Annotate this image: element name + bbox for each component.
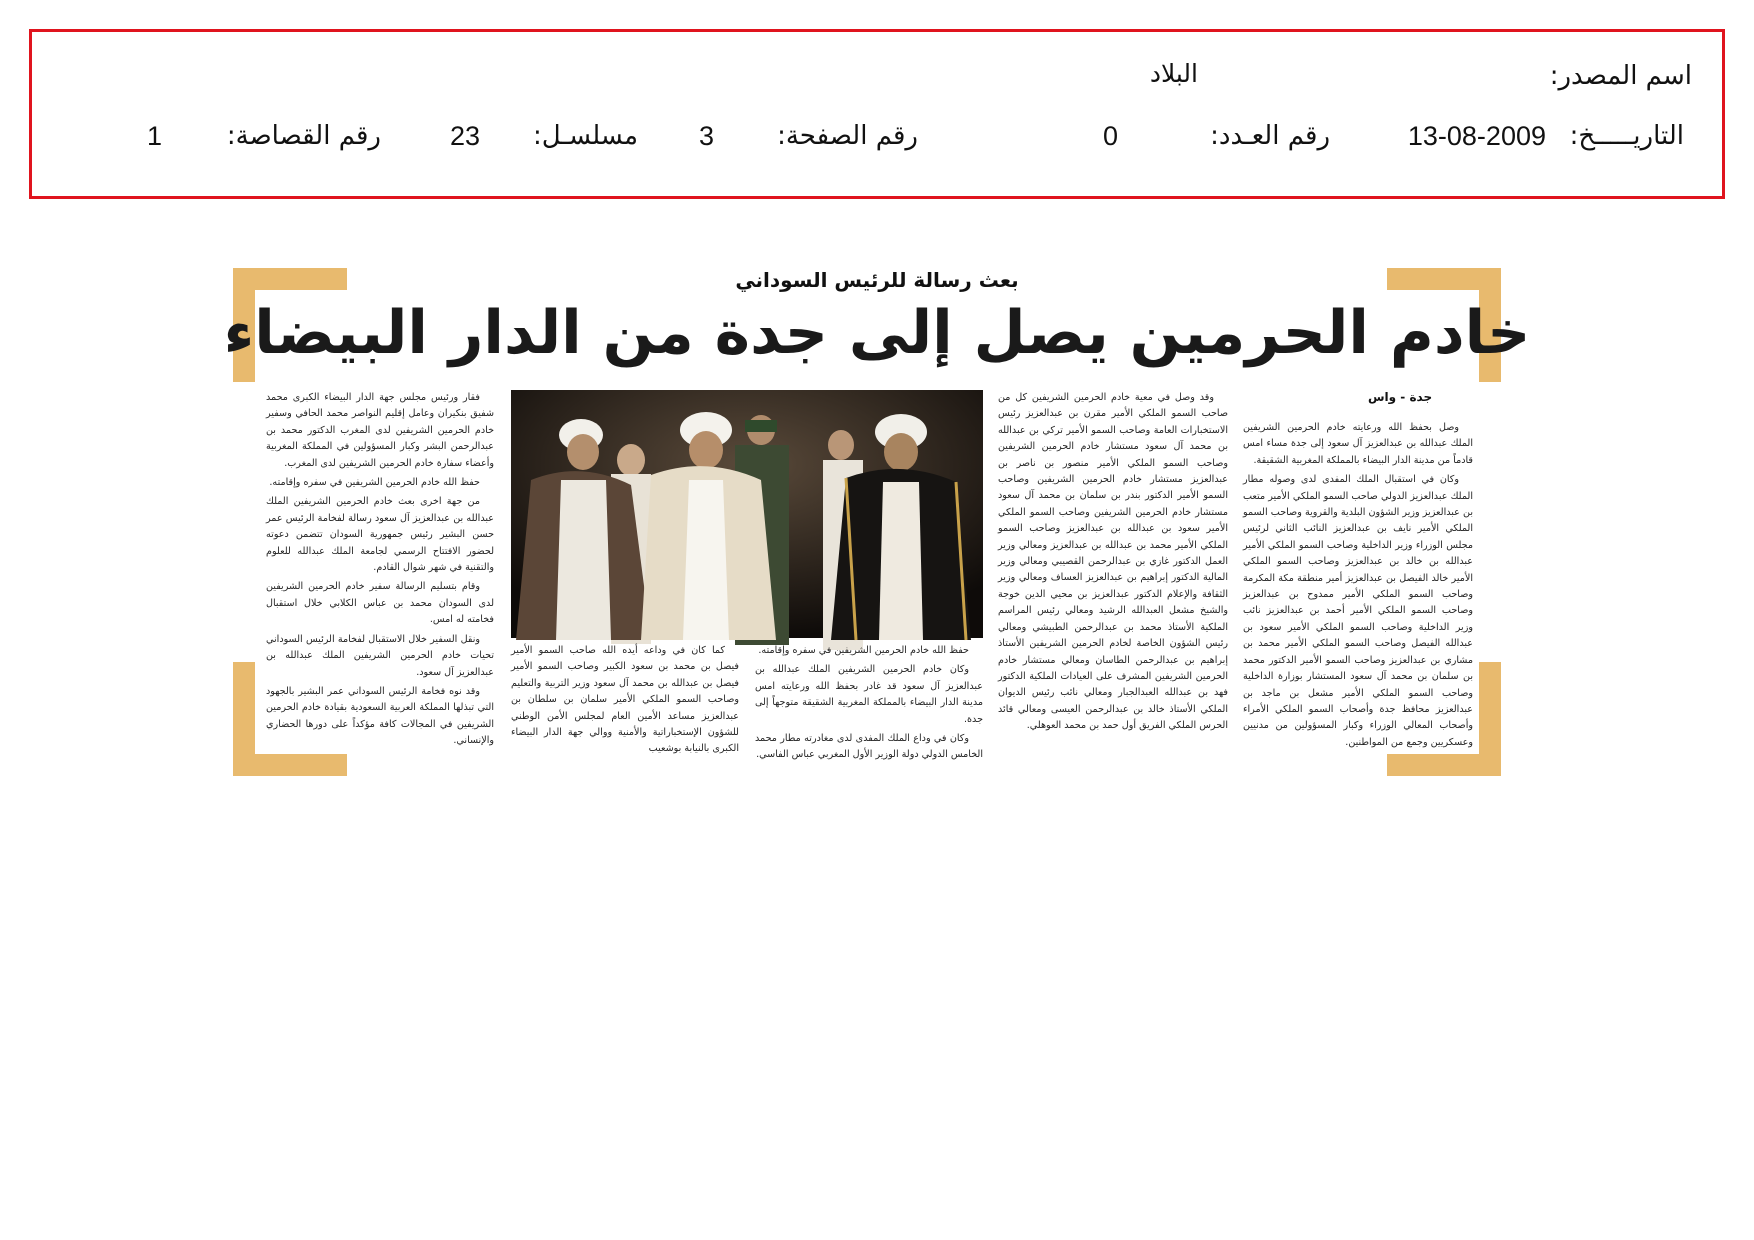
page-label: رقم الصفحة:	[777, 121, 918, 151]
paragraph: حفظ الله خادم الحرمين الشريفين في سفره وإقامته.	[269, 477, 480, 489]
news-photo	[511, 390, 983, 638]
paragraph: من جهة اخرى بعث خادم الحرمين الشريفين الملك عبدالله بن عبدالعزيز آل سعود رسالة لفخامة الرئيس عمر حسن البشير رئيس جمهورية السودان تتضمن دعوته لحضور الافتتاح الرسمي لجامعة الملك عبدالله للعلوم والتقنية في شهر شوال القادم.	[266, 496, 494, 574]
dateline: جدة - واس	[1368, 390, 1433, 404]
article-column-1	[1243, 420, 1473, 748]
paragraph: وقد نوه فخامة الرئيس السوداني عمر البشير بالجهود التي تبذلها المملكة العربية السعودية بقيادة خادم الحرمين الشريفين في المجالات كافة مؤكداً على دورها الحضاري والإنساني.	[266, 685, 494, 747]
paragraph: وصل بحفظ الله ورعايته خادم الحرمين الشريفين الملك عبدالله بن عبدالعزيز آل سعود إلى جدة مساء امس قادماً من مدينة الدار البيضاء بالمملكة المغربية الشقيقة.	[1243, 422, 1473, 466]
clipping-metadata-box	[29, 29, 1725, 199]
paragraph: وقد وصل في معية خادم الحرمين الشريفين كل من صاحب السمو الملكي الأمير مقرن بن عبدالعزيز رئيس الاستخبارات العامة وصاحب السمو الأمير تركي بن عبدالله بن محمد آل سعود مستشار خادم الحرمين الشريفين وصاحب السمو الملكي الأمير منصور بن ناصر بن عبدالعزيز مستشار خادم الحرمين الشريفين وصاحب السمو الأمير الدكتور بندر بن سلمان بن محمد آل سعود مستشار خادم الحرمين الشريفين وصاحب السمو الملكي الأمير سعود بن عبدالله بن عبدالعزيز وصاحب السمو الملكي الأمير محمد بن عبدالله بن عبدالعزيز ومعالي وزير العمل الدكتور غازي بن عبدالرحمن القصيبي ومعالي وزير المالية الدكتور إبراهيم بن عبدالعزيز العساف ومعالي وزير الثقافة والإعلام الدكتور عبدالعزيز بن محيي الدين خوجة والشيخ مشعل العبدالله الرشيد ومعالي رئيس المراسم الملكية الأستاذ محمد بن عبدالرحمن الطبيشي ومعالي رئيس الشؤون الخاصة لخادم الحرمين الشريفين الأستاذ إبراهيم بن عبدالرحمن الطاسان ومعالي مستشار خادم الحرمين الشريفين المشرف على العيادات الملكية الدكتور فهد بن عبدالله العبدالجبار ومعالي نائب رئيس الديوان الملكي الأستاذ خالد بن عبدالرحمن العيسى ومعالي قائد الحرس الملكي الفريق أول حمد بن محمد العوهلي.	[998, 392, 1228, 732]
photo-caption-right	[755, 643, 983, 761]
serial-value: 23	[449, 121, 480, 151]
page-value: 3	[698, 121, 714, 151]
paragraph: وكان في استقبال الملك المفدى لدى وصوله مطار الملك عبدالعزيز الدولي صاحب السمو الملكي الأمير متعب بن عبدالعزيز وزير الشؤون البلدية والقروية وصاحب السمو الملكي الأمير نايف بن عبدالعزيز النائب الثاني لرئيس مجلس الوزراء وزير الداخلية وصاحب السمو الملكي الأمير عبدالله بن خالد بن عبدالعزيز وصاحب السمو الملكي الأمير خالد الفيصل بن عبدالعزيز أمير منطقة مكة المكرمة وصاحب السمو الملكي الأمير ممدوح بن عبدالعزيز وصاحب السمو الملكي الأمير أحمد بن عبدالعزيز نائب وزير الداخلية وصاحب السمو الملكي الأمير سعود بن عبدالله الفيصل وصاحب السمو الملكي الأمير محمد بن مشاري بن عبدالعزيز وصاحب السمو الأمير الدكتور محمد بن سلمان بن محمد آل سعود المستشار بوزارة الداخلية وصاحب السمو الملكي الأمير مشعل بن ماجد بن عبدالعزيز محافظ جدة وأصحاب السمو الملكي الأمراء وأصحاب المعالي الوزراء وكبار المسؤولين من مدنيين وعسكريين وجمع من المواطنين.	[1243, 474, 1473, 748]
issue-label: رقم العـدد:	[1210, 121, 1330, 151]
photo-illustration	[511, 390, 983, 638]
paragraph: كما كان في وداعه أيده الله صاحب السمو الأمير فيصل بن محمد بن سعود الكبير وصاحب السمو الأمير فيصل بن عبدالله بن محمد آل سعود وزير التربية والتعليم وصاحب السمو الملكي الأمير سلمان بن سلطان بن عبدالعزيز مساعد الأمين العام لمجلس الأمن الوطني للشؤون الإستخباراتية والأمنية ووالي جهة الدار البيضاء الكبرى بالنيابة بوشعيب	[511, 645, 739, 755]
source-label: اسم المصدر:	[1549, 61, 1692, 91]
article-column-2	[998, 390, 1228, 740]
photo-caption-left	[511, 643, 739, 755]
date-label: التاريـــــخ:	[1569, 121, 1684, 151]
clip-number-value: 1	[146, 121, 162, 151]
paragraph: وقام بتسليم الرسالة سفير خادم الحرمين الشريفين لدى السودان محمد بن عباس الكلابي خلال استقبال فخامته له امس.	[266, 581, 494, 626]
paragraph: وكان في وداع الملك المفدى لدى مغادرته مطار محمد الخامس الدولي دولة الوزير الأول المغربي عباس الفاسي.	[755, 733, 983, 761]
paragraph: ونقل السفير خلال الاستقبال لفخامة الرئيس السوداني تحيات خادم الحرمين الشريفين الملك عبدالله بن عبدالعزيز آل سعود.	[266, 633, 494, 678]
paragraph: وكان خادم الحرمين الشريفين الملك عبدالله بن عبدالعزيز آل سعود قد غادر بحفظ الله ورعايته امس مدينة الدار البيضاء بالمملكة المغربية الشقيقة متوجهاً إلى جدة.	[755, 664, 983, 725]
article-kicker: بعث رسالة للرئيس السوداني	[735, 268, 1019, 292]
paragraph: حفظ الله خادم الحرمين الشريفين في سفره وإقامته.	[758, 645, 969, 656]
paragraph: فقار ورئيس مجلس جهة الدار البيضاء الكبرى محمد شفيق بنكيران وعامل إقليم النواصر محمد الحافي وسفير خادم الحرمين الشريفين لدى المغرب الدكتور محمد بن عبدالرحمن البشر وكبار المسؤولين في المملكة المغربية وأعضاء سفارة خادم الحرمين الشريفين لدى المغرب.	[266, 392, 494, 469]
serial-label: مسلسـل:	[533, 121, 638, 151]
article-column-left	[266, 390, 494, 747]
issue-value: 0	[1102, 121, 1118, 151]
source-value: البلاد	[1149, 59, 1198, 88]
clip-number-label: رقم القصاصة:	[226, 121, 381, 151]
date-value: 13-08-2009	[1407, 121, 1546, 151]
article-headline: خادم الحرمين يصل إلى جدة من الدار البيضاء	[223, 298, 1531, 368]
